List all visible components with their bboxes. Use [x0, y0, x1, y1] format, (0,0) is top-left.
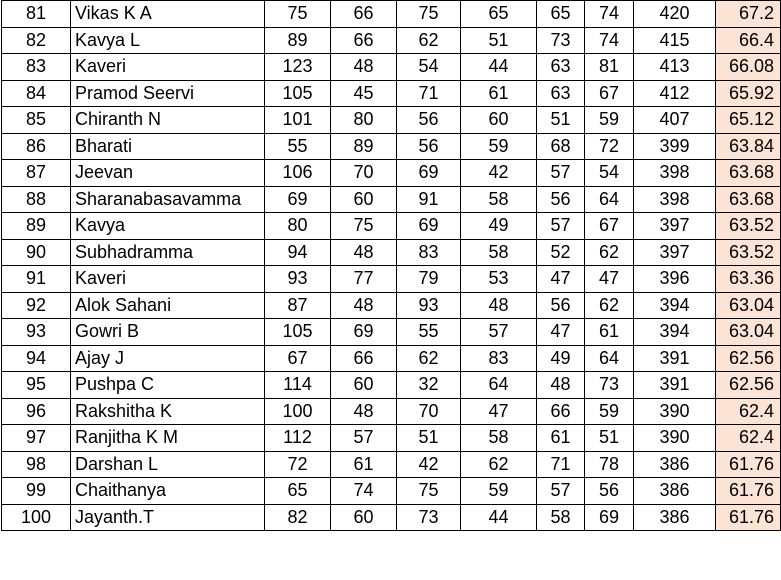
student-name-cell: Sharanabasavamma	[71, 186, 265, 213]
marks-2-cell: 77	[331, 266, 397, 293]
table-row	[2, 80, 781, 107]
rank-cell: 100	[2, 504, 71, 531]
marks-2-cell: 66	[331, 27, 397, 54]
marks-5-cell: 48	[537, 372, 585, 399]
rank-cell: 86	[2, 133, 71, 160]
table-row	[2, 266, 781, 293]
student-name-cell: Chiranth N	[71, 107, 265, 134]
total-cell: 386	[634, 504, 716, 531]
rank-cell: 96	[2, 398, 71, 425]
marks-5-cell: 47	[537, 266, 585, 293]
student-name-cell: Subhadramma	[71, 239, 265, 266]
student-name-cell: Pushpa C	[71, 372, 265, 399]
marks-5-cell: 52	[537, 239, 585, 266]
marks-3-cell: 51	[397, 425, 461, 452]
marks-4-cell: 65	[461, 1, 537, 28]
marks-1-cell: 105	[265, 319, 331, 346]
percentage-cell: 63.68	[716, 160, 781, 187]
marks-3-cell: 79	[397, 266, 461, 293]
marks-6-cell: 62	[585, 292, 634, 319]
table-row	[2, 345, 781, 372]
rank-cell: 82	[2, 27, 71, 54]
marks-3-cell: 69	[397, 160, 461, 187]
marks-2-cell: 74	[331, 478, 397, 505]
marks-2-cell: 48	[331, 292, 397, 319]
percentage-cell: 63.68	[716, 186, 781, 213]
rank-cell: 93	[2, 319, 71, 346]
marks-3-cell: 32	[397, 372, 461, 399]
marks-4-cell: 58	[461, 239, 537, 266]
marks-1-cell: 55	[265, 133, 331, 160]
total-cell: 415	[634, 27, 716, 54]
marks-4-cell: 53	[461, 266, 537, 293]
results-table	[1, 0, 781, 531]
percentage-cell: 63.04	[716, 319, 781, 346]
percentage-cell: 62.4	[716, 398, 781, 425]
total-cell: 390	[634, 425, 716, 452]
rank-cell: 88	[2, 186, 71, 213]
marks-6-cell: 67	[585, 213, 634, 240]
rank-cell: 92	[2, 292, 71, 319]
marks-1-cell: 123	[265, 54, 331, 81]
student-name-cell: Kaveri	[71, 266, 265, 293]
marks-4-cell: 48	[461, 292, 537, 319]
rank-cell: 87	[2, 160, 71, 187]
rank-cell: 83	[2, 54, 71, 81]
marks-2-cell: 70	[331, 160, 397, 187]
marks-5-cell: 65	[537, 1, 585, 28]
marks-5-cell: 73	[537, 27, 585, 54]
table-row	[2, 319, 781, 346]
total-cell: 391	[634, 372, 716, 399]
marks-1-cell: 112	[265, 425, 331, 452]
marks-2-cell: 48	[331, 398, 397, 425]
rank-cell: 99	[2, 478, 71, 505]
marks-6-cell: 47	[585, 266, 634, 293]
marks-3-cell: 75	[397, 478, 461, 505]
marks-4-cell: 49	[461, 213, 537, 240]
percentage-cell: 62.56	[716, 345, 781, 372]
marks-5-cell: 63	[537, 80, 585, 107]
marks-2-cell: 66	[331, 345, 397, 372]
marks-1-cell: 89	[265, 27, 331, 54]
marks-4-cell: 58	[461, 186, 537, 213]
percentage-cell: 61.76	[716, 451, 781, 478]
marks-3-cell: 55	[397, 319, 461, 346]
marks-2-cell: 75	[331, 213, 397, 240]
marks-6-cell: 51	[585, 425, 634, 452]
total-cell: 394	[634, 292, 716, 319]
percentage-cell: 62.4	[716, 425, 781, 452]
total-cell: 398	[634, 186, 716, 213]
table-row	[2, 239, 781, 266]
marks-4-cell: 60	[461, 107, 537, 134]
student-name-cell: Pramod Seervi	[71, 80, 265, 107]
student-name-cell: Kaveri	[71, 54, 265, 81]
table-row	[2, 213, 781, 240]
marks-2-cell: 80	[331, 107, 397, 134]
marks-3-cell: 70	[397, 398, 461, 425]
student-name-cell: Kavya	[71, 213, 265, 240]
rank-cell: 94	[2, 345, 71, 372]
marks-6-cell: 64	[585, 186, 634, 213]
marks-5-cell: 51	[537, 107, 585, 134]
marks-5-cell: 56	[537, 186, 585, 213]
marks-1-cell: 87	[265, 292, 331, 319]
marks-1-cell: 100	[265, 398, 331, 425]
marks-3-cell: 62	[397, 27, 461, 54]
rank-cell: 97	[2, 425, 71, 452]
marks-5-cell: 71	[537, 451, 585, 478]
marks-6-cell: 64	[585, 345, 634, 372]
total-cell: 390	[634, 398, 716, 425]
percentage-cell: 67.2	[716, 1, 781, 28]
marks-1-cell: 114	[265, 372, 331, 399]
marks-5-cell: 58	[537, 504, 585, 531]
marks-4-cell: 44	[461, 54, 537, 81]
percentage-cell: 63.04	[716, 292, 781, 319]
marks-5-cell: 57	[537, 478, 585, 505]
marks-6-cell: 81	[585, 54, 634, 81]
marks-3-cell: 91	[397, 186, 461, 213]
rank-cell: 95	[2, 372, 71, 399]
student-name-cell: Alok Sahani	[71, 292, 265, 319]
student-name-cell: Bharati	[71, 133, 265, 160]
marks-6-cell: 56	[585, 478, 634, 505]
marks-3-cell: 62	[397, 345, 461, 372]
marks-2-cell: 89	[331, 133, 397, 160]
table-row	[2, 54, 781, 81]
marks-6-cell: 78	[585, 451, 634, 478]
rank-cell: 90	[2, 239, 71, 266]
rank-cell: 85	[2, 107, 71, 134]
table-row	[2, 478, 781, 505]
marks-6-cell: 59	[585, 107, 634, 134]
table-row	[2, 451, 781, 478]
student-name-cell: Gowri B	[71, 319, 265, 346]
rank-cell: 91	[2, 266, 71, 293]
table-row	[2, 292, 781, 319]
percentage-cell: 65.12	[716, 107, 781, 134]
student-name-cell: Chaithanya	[71, 478, 265, 505]
total-cell: 397	[634, 239, 716, 266]
marks-4-cell: 42	[461, 160, 537, 187]
table-row	[2, 160, 781, 187]
marks-1-cell: 105	[265, 80, 331, 107]
marks-1-cell: 93	[265, 266, 331, 293]
marks-1-cell: 94	[265, 239, 331, 266]
total-cell: 420	[634, 1, 716, 28]
student-name-cell: Ajay J	[71, 345, 265, 372]
total-cell: 397	[634, 213, 716, 240]
marks-6-cell: 73	[585, 372, 634, 399]
table-row	[2, 504, 781, 531]
table-row	[2, 1, 781, 28]
total-cell: 386	[634, 451, 716, 478]
marks-2-cell: 48	[331, 239, 397, 266]
marks-2-cell: 48	[331, 54, 397, 81]
marks-5-cell: 47	[537, 319, 585, 346]
percentage-cell: 66.08	[716, 54, 781, 81]
rank-cell: 81	[2, 1, 71, 28]
percentage-cell: 63.36	[716, 266, 781, 293]
table-row	[2, 186, 781, 213]
marks-4-cell: 61	[461, 80, 537, 107]
marks-6-cell: 72	[585, 133, 634, 160]
percentage-cell: 63.52	[716, 239, 781, 266]
marks-2-cell: 60	[331, 504, 397, 531]
table-body	[2, 1, 781, 531]
marks-4-cell: 47	[461, 398, 537, 425]
marks-3-cell: 73	[397, 504, 461, 531]
marks-3-cell: 69	[397, 213, 461, 240]
marks-1-cell: 75	[265, 1, 331, 28]
rank-cell: 98	[2, 451, 71, 478]
marks-5-cell: 57	[537, 160, 585, 187]
table-row	[2, 425, 781, 452]
marks-3-cell: 93	[397, 292, 461, 319]
total-cell: 394	[634, 319, 716, 346]
marks-4-cell: 44	[461, 504, 537, 531]
table-row	[2, 133, 781, 160]
marks-2-cell: 66	[331, 1, 397, 28]
marks-6-cell: 62	[585, 239, 634, 266]
marks-2-cell: 45	[331, 80, 397, 107]
marks-4-cell: 58	[461, 425, 537, 452]
marks-4-cell: 64	[461, 372, 537, 399]
student-name-cell: Darshan L	[71, 451, 265, 478]
table-row	[2, 27, 781, 54]
total-cell: 407	[634, 107, 716, 134]
total-cell: 413	[634, 54, 716, 81]
student-name-cell: Ranjitha K M	[71, 425, 265, 452]
marks-6-cell: 59	[585, 398, 634, 425]
total-cell: 412	[634, 80, 716, 107]
marks-3-cell: 83	[397, 239, 461, 266]
marks-3-cell: 71	[397, 80, 461, 107]
marks-5-cell: 56	[537, 292, 585, 319]
percentage-cell: 61.76	[716, 478, 781, 505]
marks-5-cell: 68	[537, 133, 585, 160]
table-row	[2, 372, 781, 399]
marks-3-cell: 75	[397, 1, 461, 28]
marks-4-cell: 59	[461, 478, 537, 505]
marks-4-cell: 83	[461, 345, 537, 372]
marks-1-cell: 82	[265, 504, 331, 531]
marks-3-cell: 42	[397, 451, 461, 478]
marks-6-cell: 74	[585, 1, 634, 28]
student-name-cell: Rakshitha K	[71, 398, 265, 425]
marks-6-cell: 61	[585, 319, 634, 346]
marks-1-cell: 80	[265, 213, 331, 240]
marks-4-cell: 57	[461, 319, 537, 346]
marks-2-cell: 60	[331, 186, 397, 213]
student-name-cell: Jeevan	[71, 160, 265, 187]
marks-5-cell: 66	[537, 398, 585, 425]
student-name-cell: Kavya L	[71, 27, 265, 54]
total-cell: 391	[634, 345, 716, 372]
marks-5-cell: 61	[537, 425, 585, 452]
marks-1-cell: 101	[265, 107, 331, 134]
student-name-cell: Vikas K A	[71, 1, 265, 28]
marks-6-cell: 67	[585, 80, 634, 107]
marks-2-cell: 61	[331, 451, 397, 478]
marks-3-cell: 54	[397, 54, 461, 81]
marks-6-cell: 74	[585, 27, 634, 54]
total-cell: 398	[634, 160, 716, 187]
table-row	[2, 398, 781, 425]
marks-5-cell: 49	[537, 345, 585, 372]
marks-2-cell: 60	[331, 372, 397, 399]
marks-6-cell: 69	[585, 504, 634, 531]
marks-3-cell: 56	[397, 133, 461, 160]
marks-6-cell: 54	[585, 160, 634, 187]
marks-4-cell: 59	[461, 133, 537, 160]
percentage-cell: 65.92	[716, 80, 781, 107]
total-cell: 386	[634, 478, 716, 505]
percentage-cell: 63.84	[716, 133, 781, 160]
marks-4-cell: 51	[461, 27, 537, 54]
marks-1-cell: 106	[265, 160, 331, 187]
marks-3-cell: 56	[397, 107, 461, 134]
marks-2-cell: 57	[331, 425, 397, 452]
marks-2-cell: 69	[331, 319, 397, 346]
marks-5-cell: 63	[537, 54, 585, 81]
marks-1-cell: 67	[265, 345, 331, 372]
marks-4-cell: 62	[461, 451, 537, 478]
total-cell: 396	[634, 266, 716, 293]
percentage-cell: 63.52	[716, 213, 781, 240]
percentage-cell: 61.76	[716, 504, 781, 531]
percentage-cell: 66.4	[716, 27, 781, 54]
marks-1-cell: 65	[265, 478, 331, 505]
student-name-cell: Jayanth.T	[71, 504, 265, 531]
rank-cell: 89	[2, 213, 71, 240]
marks-5-cell: 57	[537, 213, 585, 240]
total-cell: 399	[634, 133, 716, 160]
marks-1-cell: 72	[265, 451, 331, 478]
percentage-cell: 62.56	[716, 372, 781, 399]
marks-1-cell: 69	[265, 186, 331, 213]
rank-cell: 84	[2, 80, 71, 107]
table-row	[2, 107, 781, 134]
